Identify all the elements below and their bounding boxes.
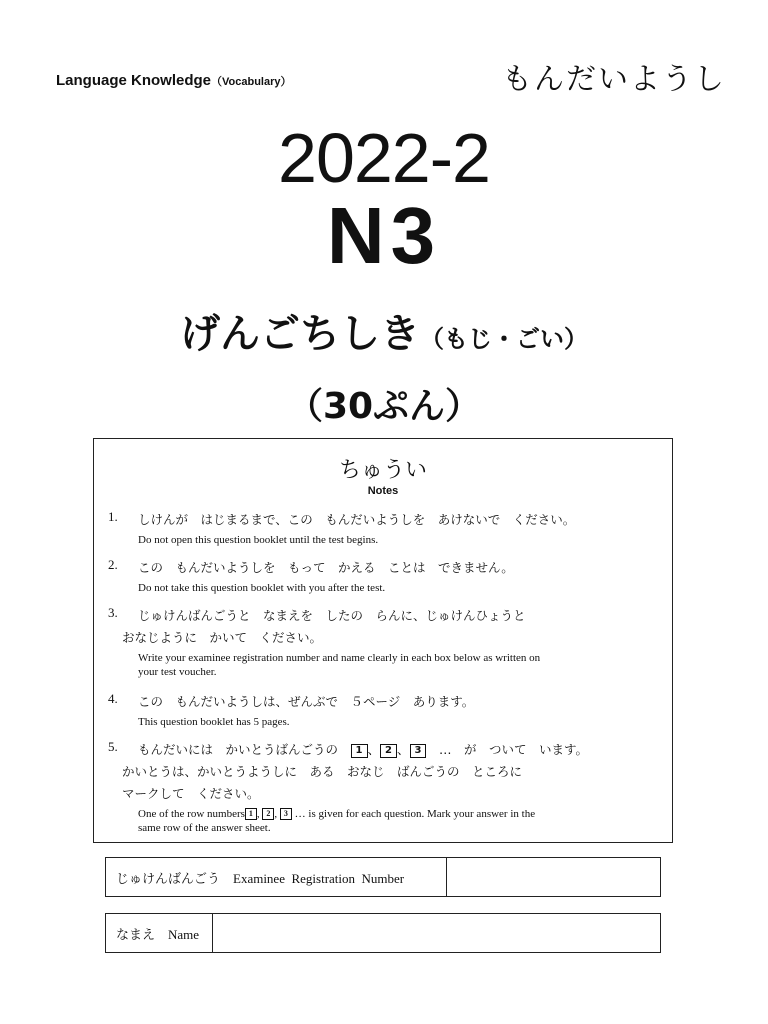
note-number: 3. <box>108 605 118 620</box>
exam-level: N3 <box>326 191 442 280</box>
exam-year: 2022-2 <box>278 119 490 197</box>
note-en: Do not take this question booklet with you after the test. <box>138 582 386 594</box>
section-label-sub: （Vocabulary） <box>211 76 292 88</box>
note-item <box>108 691 662 729</box>
row-number-mark: 2 <box>380 744 397 758</box>
note-number: 4. <box>108 691 118 706</box>
note-jp: じゅけんばんごうと なまえを したの らんに、じゅけんひょうと <box>138 608 526 623</box>
duration: （30ぷん） <box>286 386 482 427</box>
note-jp: この もんだいようしを もって かえる ことは できません。 <box>138 560 514 575</box>
registration-number-box <box>105 857 661 897</box>
note-item <box>108 739 662 835</box>
note-number: 1. <box>108 509 118 524</box>
registration-number-field[interactable] <box>447 858 660 896</box>
note-item <box>108 509 662 547</box>
section-label <box>56 72 292 89</box>
booklet-label: もんだいようし <box>502 62 726 97</box>
row-number-mark: 3 <box>410 744 427 758</box>
note-number: 2. <box>108 557 118 572</box>
row-number-mark: 1 <box>245 808 257 820</box>
note-number: 5. <box>108 739 118 754</box>
note-en: This question booklet has 5 pages. <box>138 716 290 728</box>
note-jp-after: … が ついて います。 <box>438 742 588 757</box>
name-field[interactable] <box>213 914 660 952</box>
notes-subtitle: Notes <box>367 485 399 497</box>
name-box <box>105 913 661 953</box>
subject-paren: （もじ・ごい） <box>420 325 588 353</box>
note-jp: かいとうは、かいとうようしに ある おなじ ばんごうの ところに <box>122 764 523 779</box>
note-en: Write your examinee registration number and name clearly in each box below as written on <box>138 652 541 664</box>
note-en: Do not open this question booklet until the test begins. <box>138 534 379 546</box>
row-number-mark: 3 <box>280 808 292 820</box>
note-jp: マークして ください。 <box>122 786 260 801</box>
note-en: your test voucher. <box>138 666 217 678</box>
note-en-first: One of the row numbers <box>138 808 245 820</box>
registration-number-label: じゅけんばんごう Examinee Registration Number <box>106 858 447 896</box>
name-label: なまえ Name <box>106 914 213 952</box>
note-jp: しけんが はじまるまで、この もんだいようしを あけないで ください。 <box>138 512 576 527</box>
note-jp-first: もんだいには かいとうばんごうの <box>138 742 339 757</box>
note-item <box>108 557 662 595</box>
note-jp: おなじように かいて ください。 <box>122 630 323 645</box>
note-item <box>108 605 662 679</box>
section-label-main: Language Knowledge <box>56 72 212 89</box>
note-jp: もんだいには かいとうばんごうの 1 、 2 、 3 … が ついて います。 <box>138 742 588 757</box>
row-number-mark: 2 <box>262 808 274 820</box>
note-en: One of the row numbers 1 , 2 , 3 … is given for each question. Mark your answer in the <box>138 808 536 820</box>
note-en: same row of the answer sheet. <box>138 822 271 834</box>
notes-title: ちゅうい <box>338 458 427 483</box>
row-number-mark: 1 <box>351 744 368 758</box>
notes-box <box>93 438 673 843</box>
note-en-after: … is given for each question. Mark your answer in the <box>294 808 536 820</box>
note-jp: この もんだいようしは、ぜんぶで ５ページ あります。 <box>138 694 475 709</box>
subject-title <box>0 302 768 359</box>
subject-main: げんごちしき <box>180 311 420 357</box>
